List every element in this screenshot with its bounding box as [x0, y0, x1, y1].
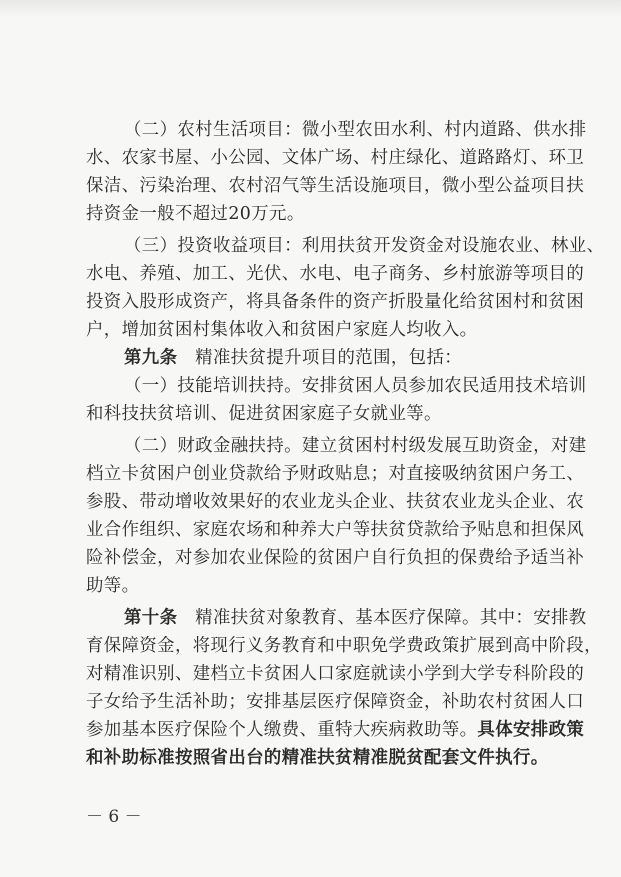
text-line: 和科技扶贫培训、促进贫困家庭子女就业等。: [86, 404, 442, 424]
text-line: 投资入股形成资产，将具备条件的资产折股量化给贫困村和贫困: [86, 292, 585, 312]
text-line: 育保障资金，将现行义务教育和中职免学费政策扩展到高中阶段，: [86, 636, 602, 656]
article-text: 精准扶贫对象教育、基本医疗保障。其中：安排教: [177, 608, 587, 628]
article-text: 精准扶贫提升项目的范围，包括：: [177, 348, 463, 368]
text-line: 档立卡贫困户创业贷款给予财政贴息；对直接吸纳贫困户务工、: [86, 464, 585, 484]
bold-text-line: 和补助标准按照省出台的精准扶贫精准脱贫配套文件执行。: [86, 748, 549, 768]
text-line: （二）农村生活项目：微小型农田水利、村内道路、供水排: [124, 120, 587, 140]
text-line: 水、农家书屋、小公园、文体广场、村庄绿化、道路路灯、环卫: [86, 148, 585, 168]
article-heading-line: [124, 344, 556, 372]
article-heading-line: [124, 604, 587, 632]
text-line: （二）财政金融扶持。建立贫困村村级发展互助资金，对建: [124, 436, 587, 456]
text-line: 助等。: [86, 576, 140, 596]
article-number: 第九条: [124, 348, 178, 368]
text-line: 参股、带动增收效果好的农业龙头企业、扶贫农业龙头企业、农: [86, 492, 585, 512]
text-line: [86, 716, 585, 744]
text-line: 对精准识别、建档立卡贫困人口家庭就读小学到大学专科阶段的: [86, 664, 585, 684]
text-line: 持资金一般不超过20万元。: [86, 204, 305, 224]
article-number: 第十条: [124, 608, 178, 628]
page-number: － 6 －: [86, 807, 142, 827]
scan-edge-shadow: [0, 0, 621, 18]
text-line: 户，增加贫困村集体收入和贫困户家庭人均收入。: [86, 320, 478, 340]
text-line: 险补偿金，对参加农业保险的贫困户自行负担的保费给予适当补: [86, 548, 585, 568]
bold-text-segment: 具体安排政策: [477, 720, 585, 740]
text-line: 子女给予生活补助；安排基层医疗保障资金，补助农村贫困人口: [86, 692, 585, 712]
text-line: （三）投资收益项目：利用扶贫开发资金对设施农业、林业、: [124, 236, 605, 256]
text-line: 保洁、污染治理、农村沼气等生活设施项目，微小型公益项目扶: [86, 176, 585, 196]
text-segment: 参加基本医疗保险个人缴费、重特大疾病救助等。: [86, 720, 478, 740]
text-line: 业合作组织、家庭农场和种养大户等扶贫贷款给予贴息和担保风: [86, 520, 585, 540]
text-line: （一）技能培训扶持。安排贫困人员参加农民适用技术培训: [124, 376, 587, 396]
text-line: 水电、养殖、加工、光伏、水电、电子商务、乡村旅游等项目的: [86, 264, 585, 284]
